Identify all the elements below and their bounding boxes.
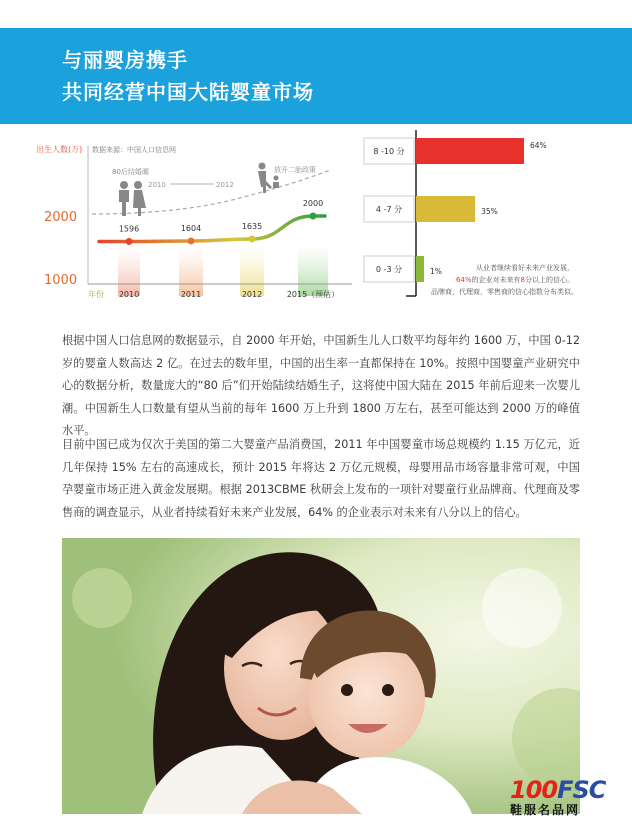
baby-eye-right — [382, 684, 394, 696]
birth-line-chart — [30, 132, 360, 310]
x-tick-label-0: 2010 — [118, 290, 140, 299]
x-axis-title: 年份 — [88, 290, 104, 299]
data-point-0 — [126, 238, 133, 245]
year-column-2015 — [298, 244, 328, 296]
header-banner — [0, 28, 632, 124]
year-column-2012 — [240, 244, 264, 296]
bar-0 — [416, 138, 524, 164]
page-title-line1: 与丽婴房携手 — [62, 48, 188, 72]
bar-category-label-0: 8 -10 分 — [373, 147, 405, 156]
data-label-0: 1596 — [118, 224, 140, 234]
annotation-post80: 80后结婚潮 — [112, 168, 149, 176]
data-label-2: 1635 — [241, 221, 263, 231]
source-note: 数据来源：中国人口信息网 — [92, 146, 176, 154]
note-num: 8 — [520, 276, 525, 284]
note-line3: 品牌商，代理商，零售商的信心指数分布类似。 — [431, 288, 578, 296]
y-tick-1000: 1000 — [44, 273, 78, 288]
x-tick-label-1: 2011 — [180, 290, 202, 299]
data-label-1: 1604 — [180, 223, 202, 233]
y-axis-title: 出生人数(万) — [36, 145, 83, 154]
note-text-a: 的企业对未来有 — [471, 276, 521, 284]
site-logo — [510, 776, 628, 826]
data-point-3 — [310, 213, 317, 220]
body-paragraph-2: 目前中国已成为仅次于美国的第二大婴童产品消费国，2011 年中国婴童市场总规模约 1.15 万亿元，近几年保持 15% 左右的高速成长，预计 2015 年将达 2 万亿元规模，母婴用品市场容量非常可观，中国孕婴童市场正进入黄金发展期。根据 2013CBME 秋研会上发布的一项针对婴童行业品牌商、代理商及零售商的调查显示，从业者持续看好未来产业发展，64% 的企业表示对未来有八分以上的信心。 — [62, 438, 580, 519]
data-label-3: 2000 — [302, 199, 324, 208]
baby-eye-left — [341, 684, 353, 696]
logo-num: 100 — [510, 776, 558, 804]
annotation-policy: 放开二胎政策 — [274, 166, 316, 174]
note-pct: 64% — [455, 276, 472, 284]
note-line1: 从业者继续看好未来产业发展， — [476, 264, 574, 272]
bar-1 — [416, 196, 475, 222]
confidence-bar-chart — [362, 128, 622, 300]
x-tick-label-3: 2015（预估） — [286, 290, 340, 299]
logo-brand: FSC — [557, 776, 606, 804]
bar-category-label-2: 0 -3 分 — [375, 265, 403, 274]
logo-mark — [510, 776, 628, 804]
bokeh-1 — [482, 568, 562, 648]
bar-value-label-0: 64% — [530, 141, 547, 150]
x-tick-label-2: 2012 — [241, 290, 263, 299]
bar-value-label-2: 1% — [430, 267, 442, 276]
y-tick-2000: 2000 — [44, 210, 78, 225]
year-column-2010 — [118, 244, 140, 296]
logo-subtitle: 鞋服名品网 — [510, 803, 581, 817]
couple-icon — [119, 181, 146, 216]
mother-baby-photo — [62, 538, 580, 814]
data-point-1 — [188, 237, 195, 244]
data-point-2 — [249, 235, 256, 242]
body-paragraph-1: 根据中国人口信息网的数据显示，自 2000 年开始，中国新生儿人口数平均每年约 1600 万，中国 0-12 岁的婴童人数高达 2 亿。在过去的数年里，中国的出生率一直都保持在 10%。按照中国婴童产业研究中心的数据分析，数量庞大的“80 后”们开始陆续结婚生子，这将使中国大陆在 2015 年前后迎来一次婴儿潮。中国新生人口数量有望从当前的每年 1600 万上升到 1800 万左右，甚至可能达到 2000 万的峰值水平。 — [62, 334, 580, 437]
page-title-line2: 共同经营中国大陆婴童市场 — [62, 80, 314, 104]
annotation-2010: 2010 — [148, 181, 166, 189]
confidence-bars — [364, 138, 547, 282]
note-line2 — [456, 275, 574, 284]
bar-2 — [416, 256, 424, 282]
annotation-2012: 2012 — [216, 181, 234, 189]
note-text-b: 分以上的信心。 — [525, 276, 574, 284]
bar-category-label-1: 4 -7 分 — [375, 205, 403, 214]
bokeh-2 — [72, 568, 132, 628]
bar-value-label-1: 35% — [481, 207, 498, 216]
year-column-2011 — [179, 244, 203, 296]
